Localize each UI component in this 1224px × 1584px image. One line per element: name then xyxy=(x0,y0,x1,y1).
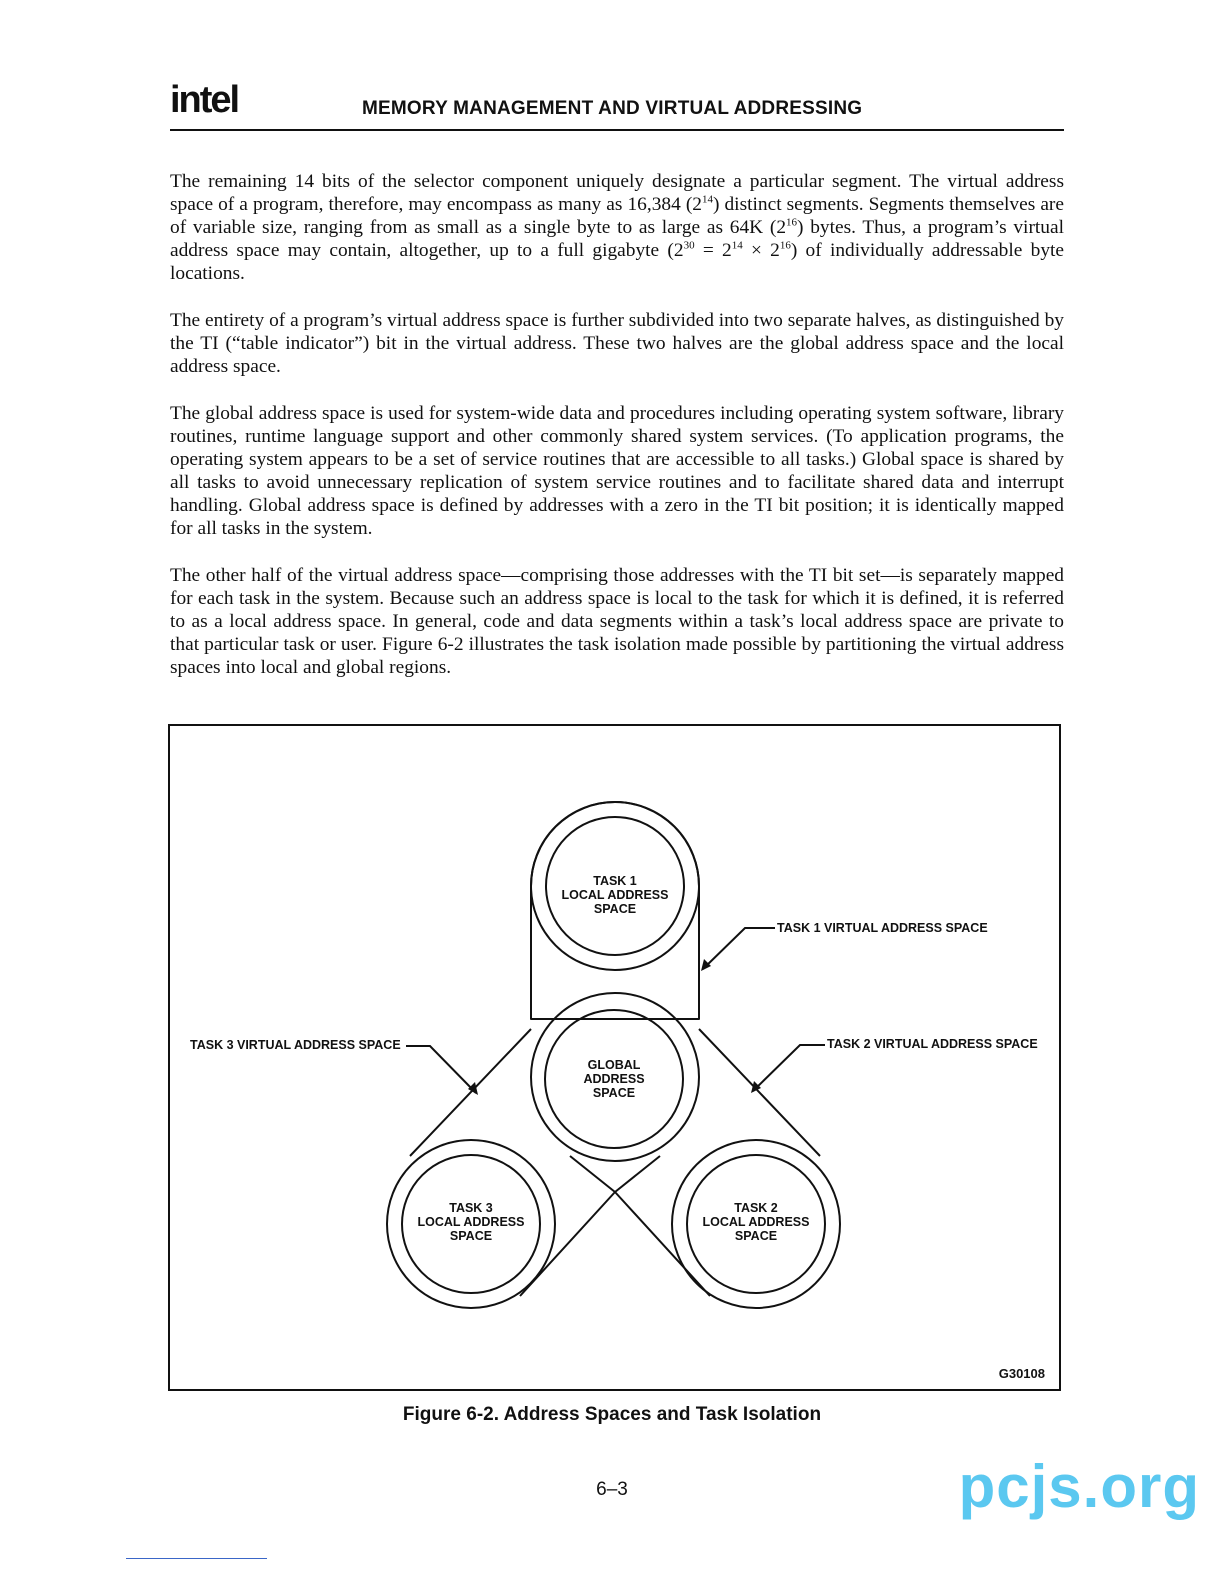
task1-local-label xyxy=(555,874,675,916)
p1-text-c: ) bytes. Thus, a program’s virtual address space may contain, altogether, up to a full gigabyte (2 xyxy=(170,217,1064,261)
p1-sup-a: 14 xyxy=(701,193,713,206)
task2-local-label xyxy=(696,1201,816,1243)
task3-local-label-line1: TASK 3 xyxy=(449,1201,493,1215)
figure-caption: Figure 6-2. Address Spaces and Task Isolation xyxy=(402,1404,822,1425)
figure-code: G30108 xyxy=(998,1366,1045,1381)
pcjs-watermark: pcjs.org xyxy=(958,1453,1200,1520)
figure-6-2 xyxy=(168,724,1061,1391)
global-label-line2: ADDRESS xyxy=(583,1072,645,1086)
intel-logo xyxy=(170,78,260,128)
task1-virtual-label: TASK 1 VIRTUAL ADDRESS SPACE xyxy=(777,921,988,935)
task3-virtual-leader xyxy=(406,1046,476,1093)
p1-sup-b: 16 xyxy=(786,216,798,229)
paragraph-1 xyxy=(170,170,1064,285)
p1-text-d: = 2 xyxy=(694,240,732,261)
header-rule xyxy=(170,129,1064,131)
task2-virtual-label: TASK 2 VIRTUAL ADDRESS SPACE xyxy=(827,1037,1038,1051)
task2-virtual-leader xyxy=(753,1045,825,1091)
task2-local-label-line2: LOCAL ADDRESS xyxy=(702,1215,810,1229)
task3-virtual-label: TASK 3 VIRTUAL ADDRESS SPACE xyxy=(190,1038,401,1052)
task3-local-label xyxy=(411,1201,531,1243)
p1-text-a: The remaining 14 bits of the selector component uniquely designate a particular segment. The virtual address space of a program, therefore, may encompass as many as 16,384 (2 xyxy=(170,171,1064,215)
task2-local-label-line1: TASK 2 xyxy=(734,1201,778,1215)
page-header-title: MEMORY MANAGEMENT AND VIRTUAL ADDRESSING xyxy=(362,98,863,119)
task2-local-label-line3: SPACE xyxy=(734,1229,778,1243)
global-label-line3: SPACE xyxy=(592,1086,636,1100)
p1-sup-d: 14 xyxy=(731,239,743,252)
task1-arrowhead xyxy=(701,959,711,971)
task1-virtual-leader xyxy=(703,928,775,969)
paragraph-2: The entirety of a program’s virtual address space is further subdivided into two separate halves, as distinguished by the TI (“table indicator”) bit in the virtual address. These two halves are the global address space and the local address space. xyxy=(170,310,1064,377)
paragraph-4: The other half of the virtual address space—comprising those addresses with the TI bit set—is separately mapped for each task in the system. Because such an address space is local to the task for which it is defined, it is referred to as a local address space. In general, code and data segments within a task’s local address space are private to that particular task or user. Figure 6-2 illustrates the task isolation made possible by partitioning the virtual address spaces into local and global regions. xyxy=(170,565,1064,678)
paragraph-3: The global address space is used for system-wide data and procedures including operating system software, library routines, runtime language support and other commonly shared system services. (To application programs, the operating system appears to be a set of service routines that are accessible to all tasks.) Global space is shared by all tasks to avoid unnecessary replication of system service routines and to facilitate shared data and interrupt handling. Global address space is defined by addresses with a zero in the TI bit position; it is identically mapped for all tasks in the system. xyxy=(170,403,1064,539)
p1-text-e: × 2 xyxy=(742,240,780,261)
p1-text-b: ) distinct segments. Segments themselves are of variable size, ranging from as small as a single byte to as large as 64K (2 xyxy=(170,194,1064,238)
task1-local-label-line2: LOCAL ADDRESS xyxy=(561,888,669,902)
p1-text-f: ) of individually addressable byte locations. xyxy=(170,240,1065,284)
p1-sup-e: 16 xyxy=(779,239,791,252)
global-label xyxy=(554,1058,674,1100)
footer-rule xyxy=(126,1558,267,1559)
global-label-line1: GLOBAL xyxy=(587,1058,641,1072)
body-text xyxy=(170,170,1064,703)
task3-local-label-line3: SPACE xyxy=(449,1229,493,1243)
task1-local-label-line1: TASK 1 xyxy=(593,874,637,888)
task3-local-label-line2: LOCAL ADDRESS xyxy=(417,1215,525,1229)
intel-logo-text: intel xyxy=(170,79,239,121)
task1-local-label-line3: SPACE xyxy=(593,902,637,916)
page-number: 6–3 xyxy=(596,1479,628,1500)
p1-sup-c: 30 xyxy=(683,239,695,252)
